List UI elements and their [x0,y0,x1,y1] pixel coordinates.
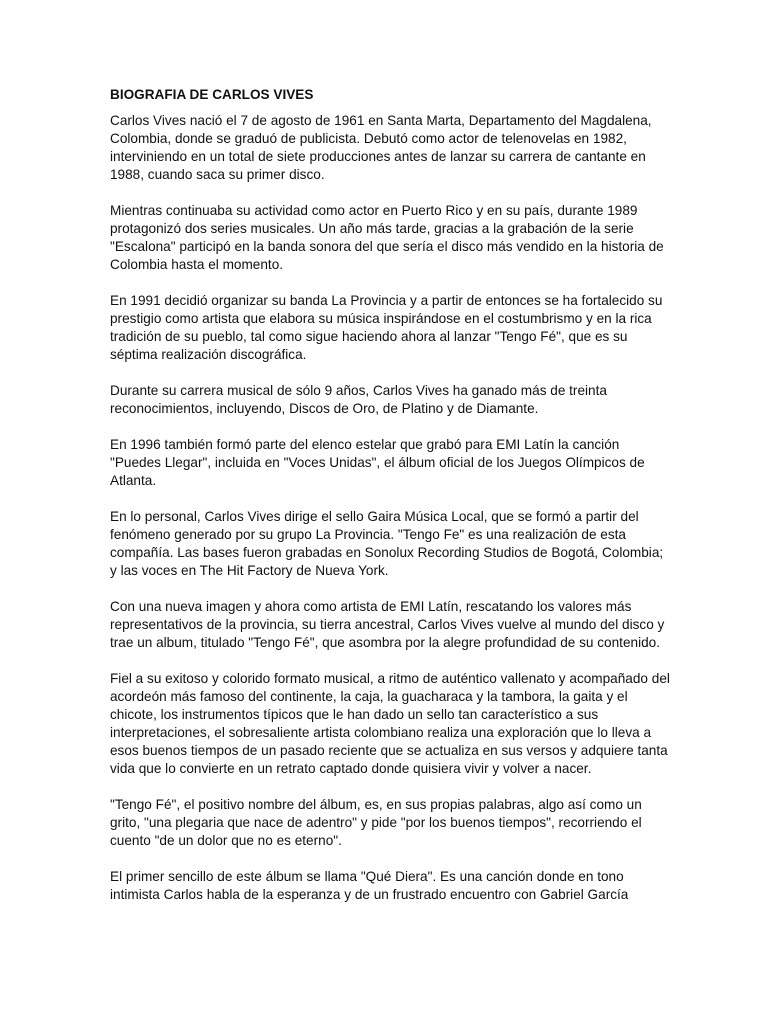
paragraph-4: Durante su carrera musical de sólo 9 años, Carlos Vives ha ganado más de treinta reconocimientos, incluyendo, Discos de Oro, de Platino y de Diamante. [110,383,607,416]
document-page [110,86,670,922]
paragraph-3: En 1991 decidió organizar su banda La Provincia y a partir de entonces se ha fortalecido su prestigio como artista que elabora su música inspirándose en el costumbrismo y en la rica tradición de su pueblo, tal como sigue haciendo ahora al lanzar "Tengo Fé", que es su séptima realización discográfica. [110,293,663,362]
paragraph-9: "Tengo Fé", el positivo nombre del álbum, es, en sus propias palabras, algo así como un grito, "una plegaria que nace de adentro" y pide "por los buenos tiempos", recorriendo el cuento "de un dolor que no es eterno". [110,797,642,848]
paragraph-8: Fiel a su exitoso y colorido formato musical, a ritmo de auténtico vallenato y acompañado del acordeón más famoso del continente, la caja, la guacharaca y la tambora, la gaita y el chicote, los instrumentos típicos que le han dado un sello tan característico a sus interpretaciones, el sobresaliente artista colombiano realiza una exploración que lo lleva a esos buenos tiempos de un pasado reciente que se actualiza en sus versos y adquiere tanta vida que lo convierte en un retrato captado donde quisiera vivir y volver a nacer. [110,671,670,776]
paragraph-10: El primer sencillo de este álbum se llama "Qué Diera". Es una canción donde en tono intimista Carlos habla de la esperanza y de un frustrado encuentro con Gabriel García [110,869,629,902]
document-title: BIOGRAFIA DE CARLOS VIVES [110,87,314,102]
paragraph-5: En 1996 también formó parte del elenco estelar que grabó para EMI Latín la canción "Puedes Llegar", incluida en "Voces Unidas", el álbum oficial de los Juegos Olímpicos de Atlanta. [110,437,645,488]
paragraph-6: En lo personal, Carlos Vives dirige el sello Gaira Música Local, que se formó a partir del fenómeno generado por su grupo La Provincia. "Tengo Fe" es una realización de esta compañía. Las bases fueron grabadas en Sonolux Recording Studios de Bogotá, Colombia; y las voces en The Hit Factory de Nueva York. [110,509,664,578]
paragraph-2: Mientras continuaba su actividad como actor en Puerto Rico y en su país, durante 1989 protagonizó dos series musicales. Un año más tarde, gracias a la grabación de la serie "Escalona" participó en la banda sonora del que sería el disco más vendido en la historia de Colombia hasta el momento. [110,203,664,272]
paragraph-7: Con una nueva imagen y ahora como artista de EMI Latín, rescatando los valores más representativos de la provincia, su tierra ancestral, Carlos Vives vuelve al mundo del disco y trae un album, titulado "Tengo Fé", que asombra por la alegre profundidad de su contenido. [110,599,665,650]
paragraph-1: Carlos Vives nació el 7 de agosto de 1961 en Santa Marta, Departamento del Magdalena, Colombia, donde se graduó de publicista. Debutó como actor de telenovelas en 1982, interviniendo en un total de siete producciones antes de lanzar su carrera de cantante en 1988, cuando saca su primer disco. [110,113,652,182]
